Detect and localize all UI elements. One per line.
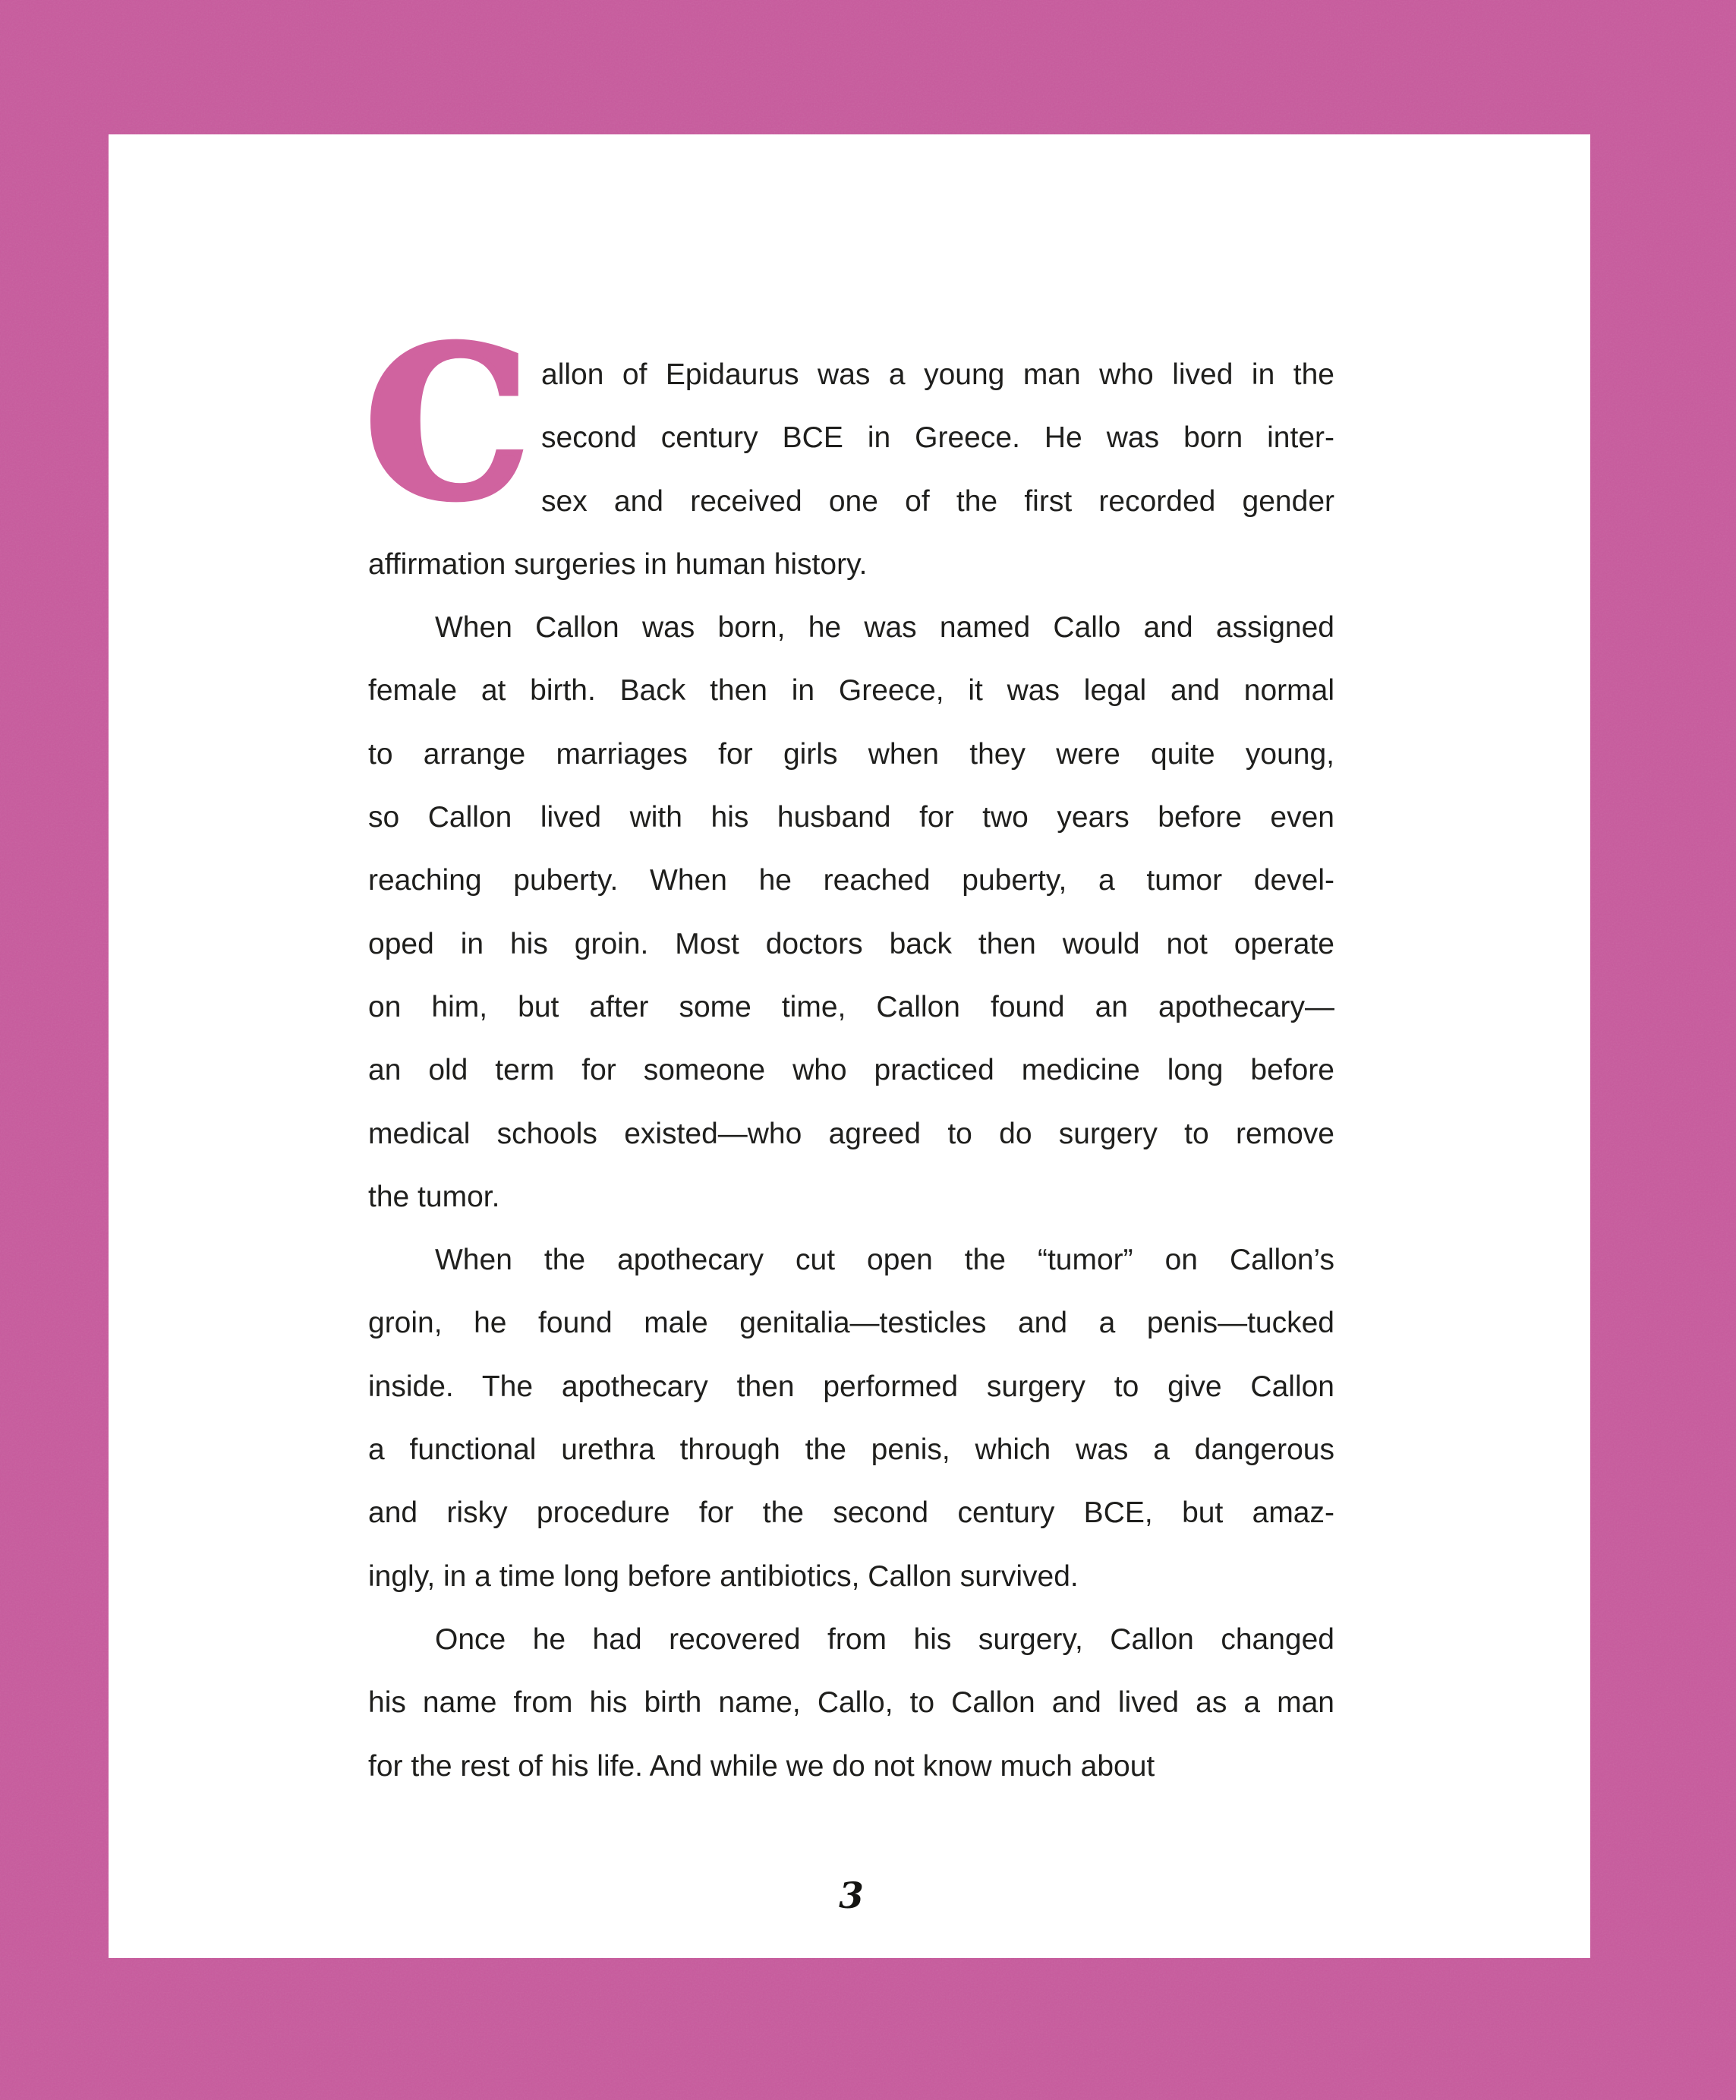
text-line: affirmation surgeries in human history. bbox=[368, 547, 868, 581]
paragraph bbox=[368, 1228, 1334, 1608]
text-line: sex and received one of the first recorded gender bbox=[541, 484, 1334, 518]
text-line: second century BCE in Greece. He was born inter- bbox=[541, 421, 1334, 455]
paragraph bbox=[368, 596, 1334, 1228]
text-line: groin, he found male genitalia—testicles and a penis—tucked bbox=[368, 1307, 1334, 1340]
text-line: the tumor. bbox=[368, 1180, 500, 1213]
text-line: Once he had recovered from his surgery, Callon changed bbox=[435, 1622, 1334, 1656]
text-line: ingly, in a time long before antibiotics, Callon survived. bbox=[368, 1559, 1079, 1593]
text-line: When the apothecary cut open the “tumor” on Callon’s bbox=[435, 1244, 1334, 1277]
paragraph bbox=[368, 1608, 1334, 1798]
page-number: 3 bbox=[839, 1875, 864, 1917]
text-line: so Callon lived with his husband for two years before even bbox=[368, 801, 1334, 834]
text-line: an old term for someone who practiced medicine long before bbox=[368, 1054, 1334, 1087]
drop-cap-letter: C bbox=[365, 303, 530, 545]
paragraph bbox=[365, 303, 1334, 596]
drop-cap bbox=[365, 303, 541, 545]
text-line: to arrange marriages for girls when they were quite young, bbox=[368, 737, 1334, 771]
book-page bbox=[109, 134, 1590, 1958]
text-line: a functional urethra through the penis, which was a dangerous bbox=[368, 1433, 1334, 1467]
text-line: on him, but after some time, Callon found an apothecary— bbox=[368, 990, 1334, 1023]
text-line: allon of Epidaurus was a young man who lived in the bbox=[541, 358, 1334, 391]
text-line: for the rest of his life. And while we do not know much about bbox=[368, 1749, 1155, 1783]
body-text bbox=[365, 303, 1334, 1798]
text-line: oped in his groin. Most doctors back then would not operate bbox=[368, 927, 1334, 960]
text-line: and risky procedure for the second century BCE, but amaz- bbox=[368, 1496, 1334, 1530]
text-line: inside. The apothecary then performed surgery to give Callon bbox=[368, 1370, 1334, 1403]
text-line: his name from his birth name, Callo, to Callon and lived as a man bbox=[368, 1686, 1334, 1720]
text-line: medical schools existed—who agreed to do surgery to remove bbox=[368, 1117, 1334, 1150]
text-line: reaching puberty. When he reached puberty, a tumor devel- bbox=[368, 864, 1334, 897]
text-line: female at birth. Back then in Greece, it was legal and normal bbox=[368, 674, 1334, 708]
text-line: When Callon was born, he was named Callo and assigned bbox=[435, 611, 1334, 645]
